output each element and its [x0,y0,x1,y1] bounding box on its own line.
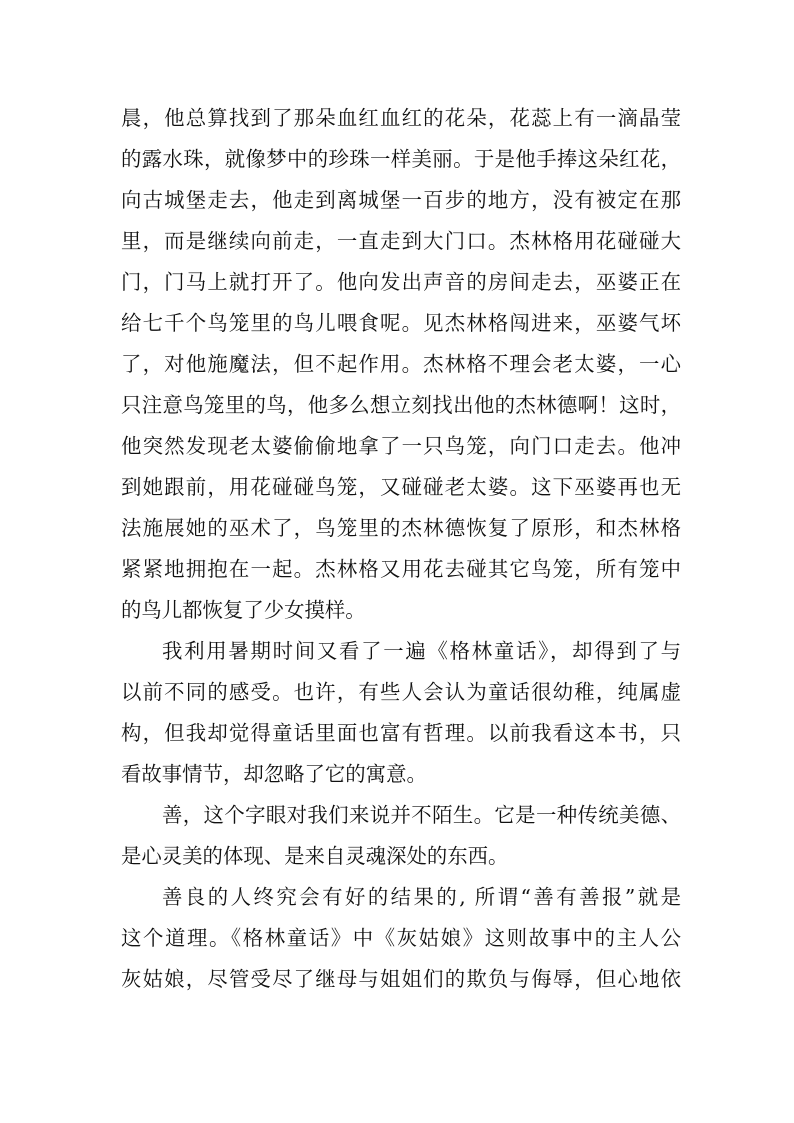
text-line: 这个道理。《格林童话》中《灰姑娘》这则故事中的主人公 [121,926,681,950]
paragraph-first-line: 我利用暑期时间又看了一遍《格林童话》，却得到了与 [162,639,681,663]
text-line: 门，门马上就打开了。他向发出声音的房间走去，巫婆正在 [121,270,681,294]
text-line: 紧紧地拥抱在一起。杰林格又用花去碰其它鸟笼，所有笼中 [121,557,681,581]
text-line: 是心灵美的体现、是来自灵魂深处的东西。 [121,844,509,868]
text-line: 给七千个鸟笼里的鸟儿喂食呢。见杰林格闯进来，巫婆气坏 [121,311,681,335]
text-line: 以前不同的感受。也许，有些人会认为童话很幼稚，纯属虚 [121,680,681,704]
text-line: 的鸟儿都恢复了少女摸样。 [121,598,366,622]
text-line: 晨，他总算找到了那朵血红血红的花朵，花蕊上有一滴晶莹 [121,106,681,130]
text-line: 里，而是继续向前走，一直走到大门口。杰林格用花碰碰大 [121,229,681,253]
text-line: 的露水珠，就像梦中的珍珠一样美丽。于是他手捧这朵红花， [121,147,681,171]
paragraph-first-line: 善，这个字眼对我们来说并不陌生。它是一种传统美德、 [162,803,681,827]
text-line: 只注意鸟笼里的鸟，他多么想立刻找出他的杰林德啊！这时， [121,393,681,417]
text-line: 灰姑娘，尽管受尽了继母与姐姐们的欺负与侮辱，但心地依 [121,967,681,991]
text-line: 了，对他施魔法，但不起作用。杰林格不理会老太婆，一心 [121,352,681,376]
text-line: 向古城堡走去，他走到离城堡一百步的地方，没有被定在那 [121,188,681,212]
text-line: 他突然发现老太婆偷偷地拿了一只鸟笼，向门口走去。他冲 [121,434,681,458]
text-line: 看故事情节，却忽略了它的寓意。 [121,762,427,786]
paragraph-first-line: 善良的人终究会有好的结果的, 所谓“善有善报”就是 [162,885,681,909]
text-line: 法施展她的巫术了，鸟笼里的杰林德恢复了原形，和杰林格 [121,516,681,540]
text-line: 到她跟前，用花碰碰鸟笼，又碰碰老太婆。这下巫婆再也无 [121,475,681,499]
text-line: 构，但我却觉得童话里面也富有哲理。以前我看这本书，只 [121,721,681,745]
